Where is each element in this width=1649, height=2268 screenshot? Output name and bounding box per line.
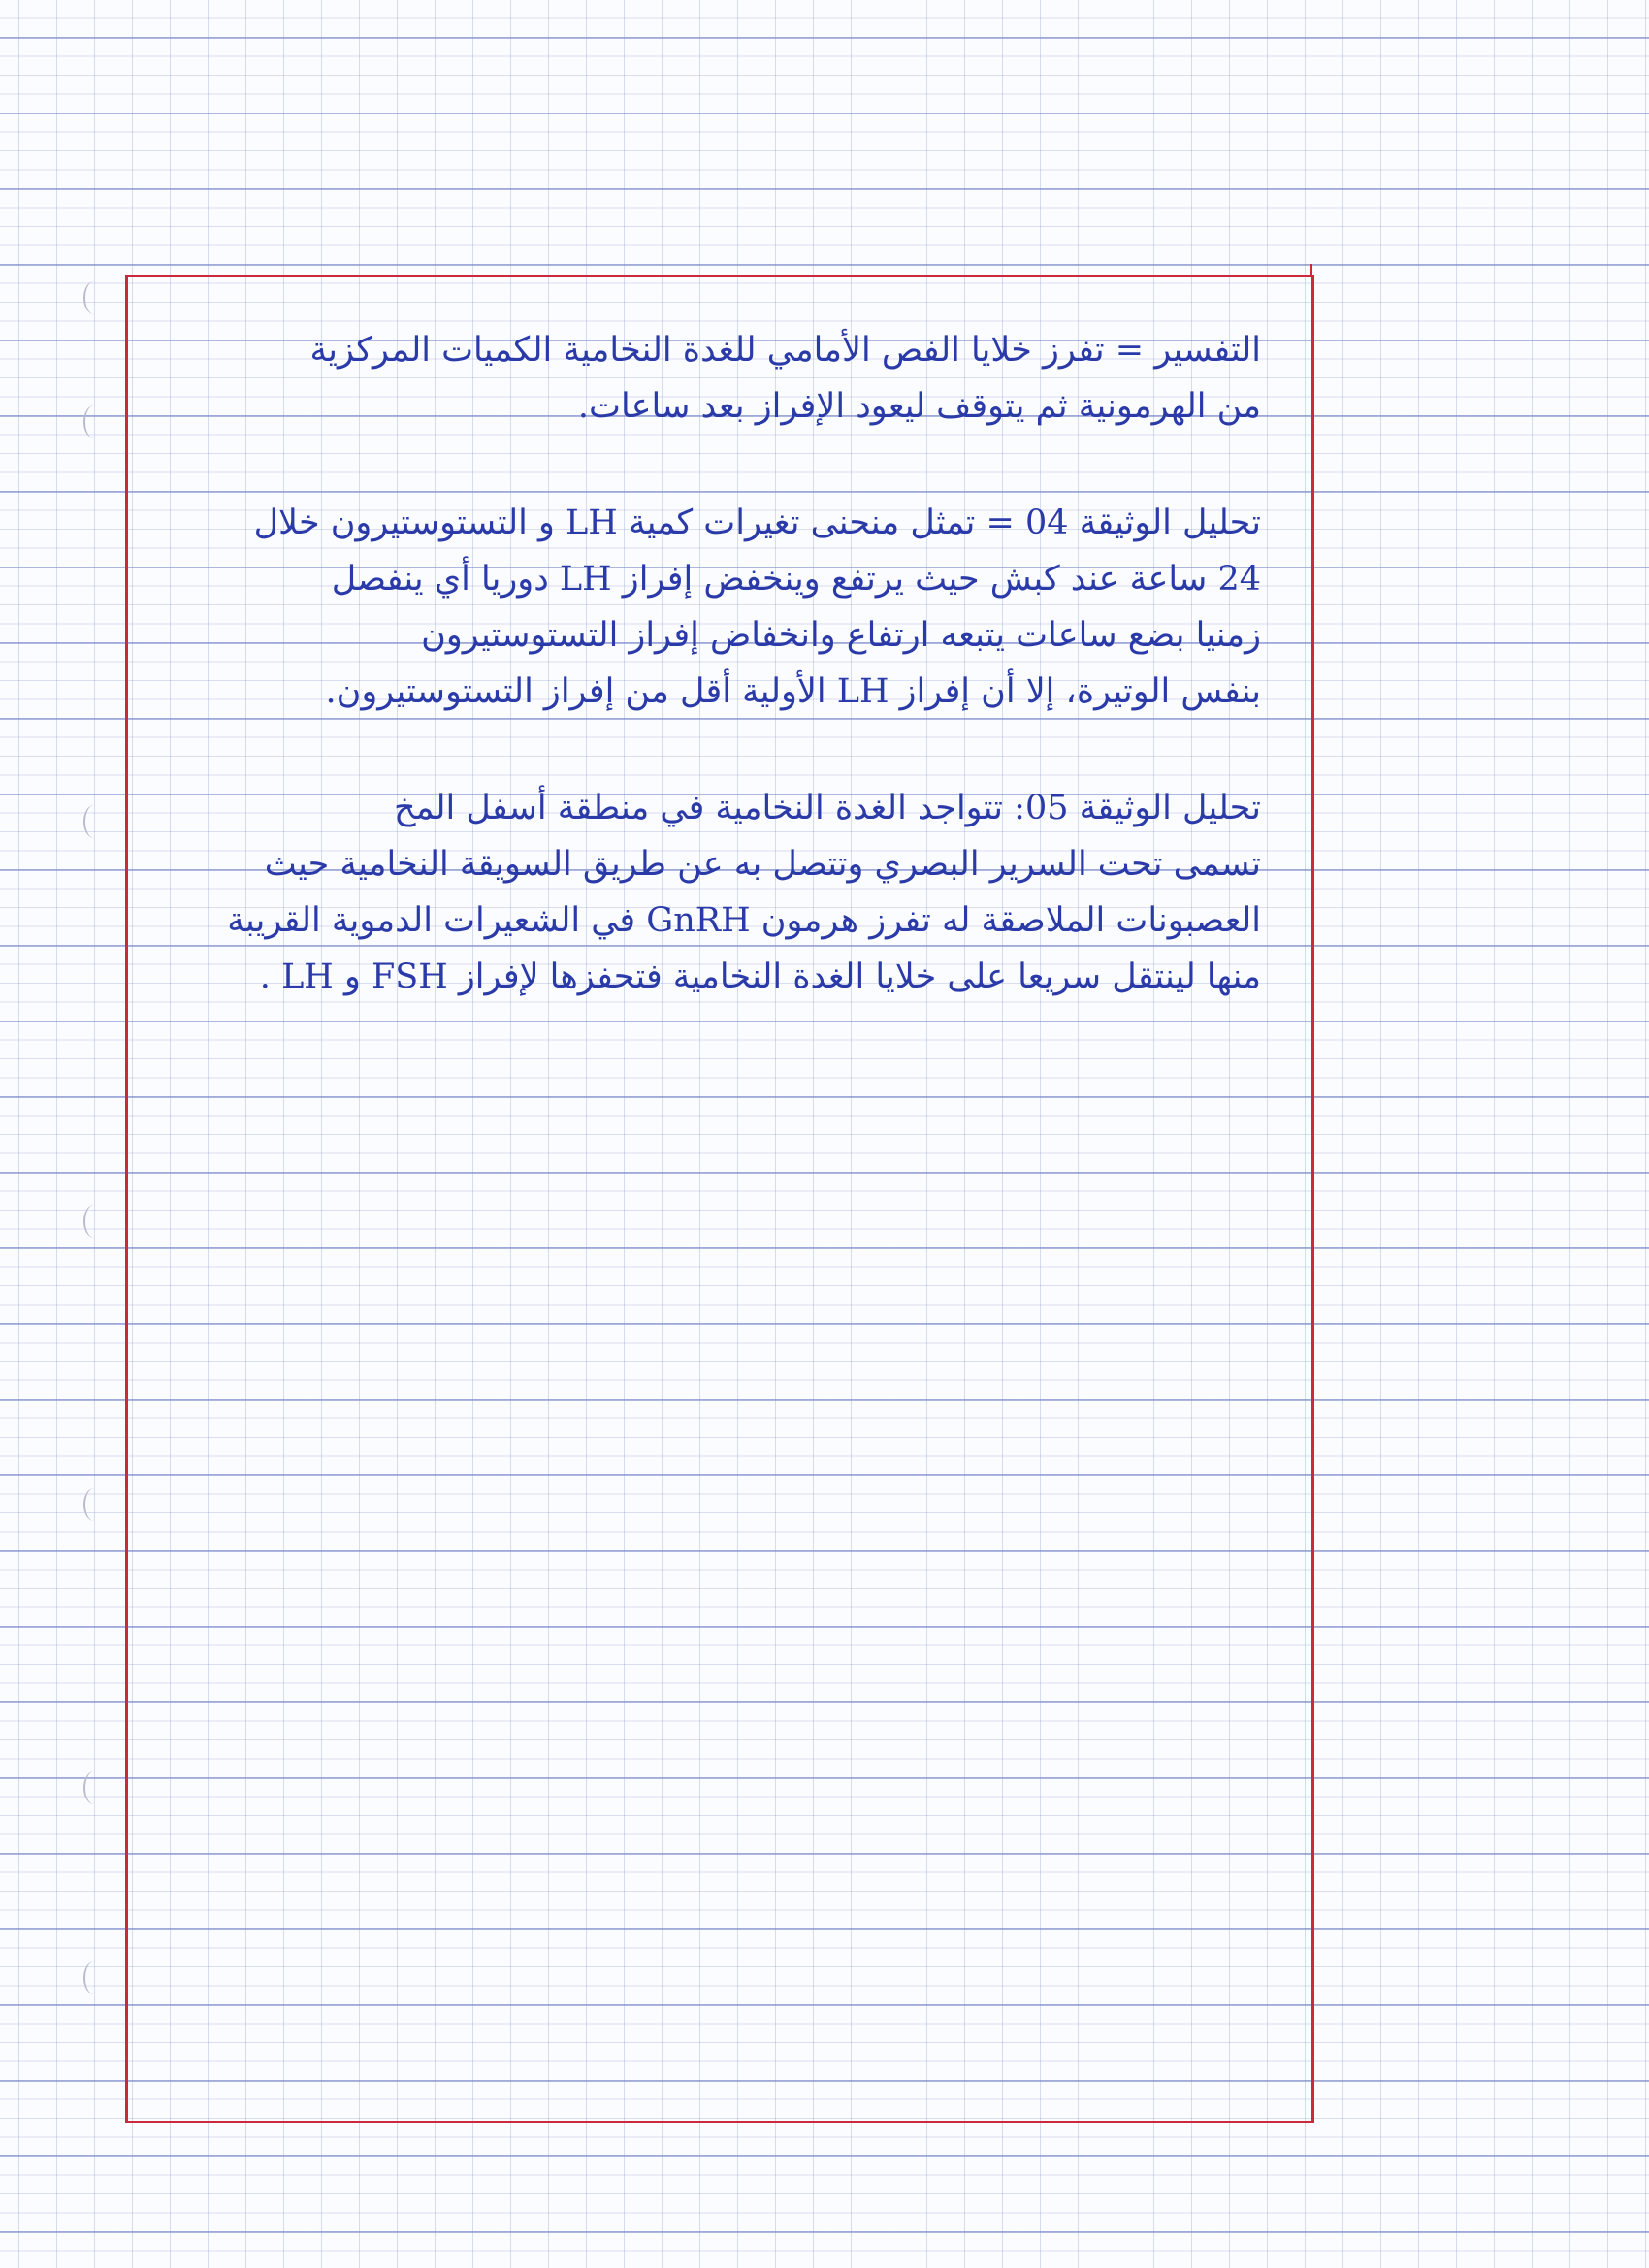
text-line: زمنيا بضع ساعات يتبعه ارتفاع وانخفاض إفراز التستوستيرون [421,616,1261,655]
text-line: التفسير = تفرز خلايا الفص الأمامي للغدة النخامية الكميات المركزية [309,331,1261,370]
text-line: تحليل الوثيقة 05: تتواجد الغدة النخامية في منطقة أسفل المخ [394,789,1261,827]
punch-hole [83,405,105,438]
handwritten-text [116,322,1261,1065]
margin-line-top [1310,264,1312,277]
paragraph-document-05 [116,780,1261,1005]
punch-hole [83,805,105,838]
paragraph-document-04 [116,495,1261,720]
punch-hole [83,281,105,314]
text-line: 24 ساعة عند كبش حيث يرتفع وينخفض إفراز LH دوريا أي ينفصل [331,560,1261,599]
punch-hole [83,1961,105,1994]
text-line: تسمى تحت السرير البصري وتتصل به عن طريق السويقة النخامية حيث [264,845,1261,884]
text-line: العصبونات الملاصقة له تفرز هرمون GnRH في الشعيرات الدموية القريبة [227,901,1261,940]
punch-hole [83,1771,105,1804]
paragraph-explanation [116,322,1261,435]
text-line: من الهرمونية ثم يتوقف ليعود الإفراز بعد ساعات. [577,387,1261,426]
text-line: تحليل الوثيقة 04 = تمثل منحنى تغيرات كمية LH و التستوستيرون خلال [253,503,1261,542]
text-line: بنفس الوتيرة، إلا أن إفراز LH الأولية أقل من إفراز التستوستيرون. [325,672,1261,711]
margin-line-bottom [125,2121,1314,2123]
text-line: منها لينتقل سريعا على خلايا الغدة النخامية فتحفزها لإفراز FSH و LH . [259,957,1261,996]
punch-hole [83,1205,105,1238]
punch-hole [83,1488,105,1521]
